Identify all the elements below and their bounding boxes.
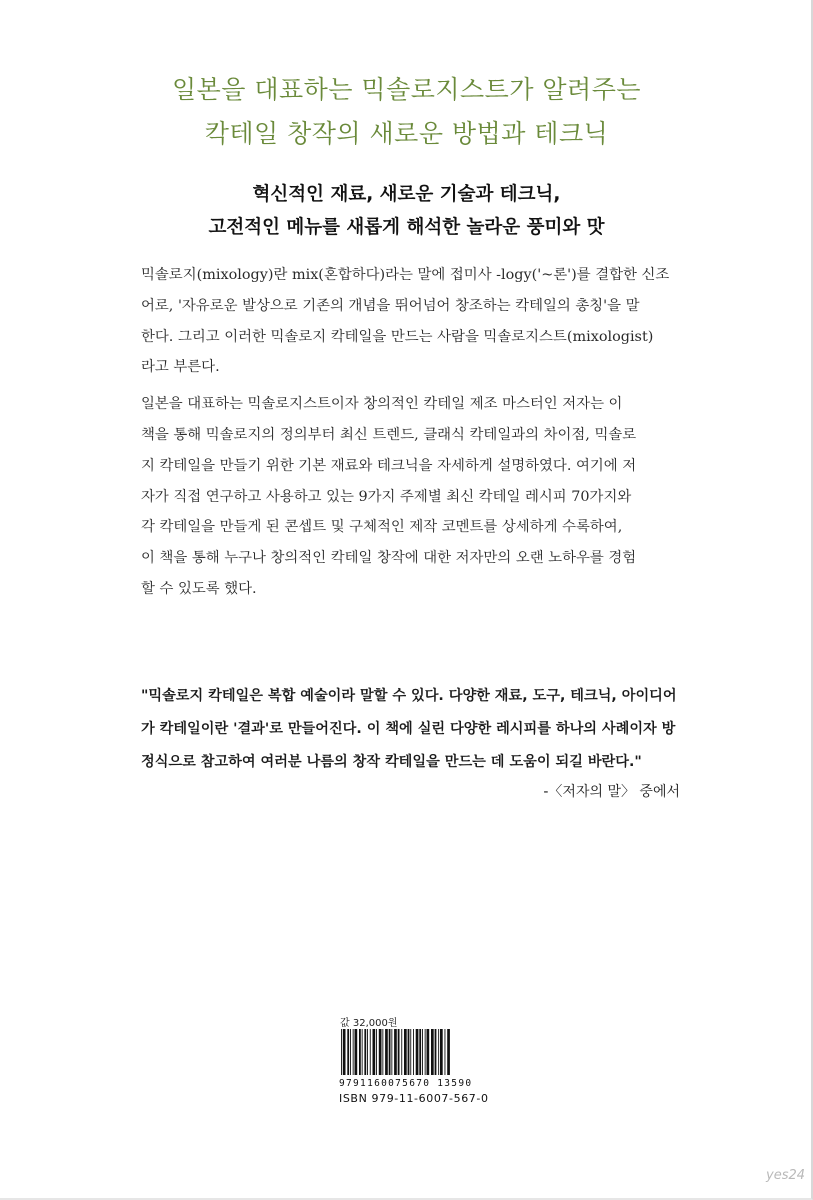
barcode-bar (382, 1029, 383, 1075)
barcode-bar (422, 1029, 423, 1075)
barcode-bar (416, 1029, 419, 1075)
barcode-bar (435, 1029, 437, 1075)
headline (0, 68, 813, 156)
barcode-bar (341, 1029, 342, 1075)
description-line: 이 책을 통해 누구나 창의적인 칵테일 창작에 대한 저자만의 오랜 노하우를 경험 (141, 550, 637, 567)
barcode-bar (438, 1029, 439, 1075)
barcode-bar (431, 1029, 434, 1075)
barcode-bar (373, 1029, 376, 1075)
barcode-bar (425, 1029, 426, 1075)
description-line: 책을 통해 믹솔로지의 정의부터 최신 트렌드, 클래식 칵테일과의 차이점, 믹솔로 (141, 426, 637, 443)
headline-line: 일본을 대표하는 믹솔로지스트가 알려주는 (171, 75, 642, 104)
barcode-bar (353, 1029, 354, 1075)
description-line: 라고 부른다. (141, 359, 220, 376)
subheadline-line: 고전적인 메뉴를 새롭게 해석한 놀라운 풍미와 맛 (208, 217, 605, 238)
headline-line: 칵테일 창작의 새로운 방법과 테크닉 (204, 119, 609, 148)
barcode-bar (447, 1029, 450, 1075)
barcode-bar (391, 1029, 392, 1075)
barcode-bar (347, 1029, 349, 1075)
barcode-bar (367, 1029, 368, 1075)
price-label: 값 32,000원 (340, 1018, 398, 1029)
quote-line: "믹솔로지 칵테일은 복합 예술이라 말할 수 있다. 다양한 재료, 도구, 테크닉, 아이디어 (141, 688, 677, 704)
description-line: 각 칵테일을 만들게 된 콘셉트 및 구체적인 제작 코멘트를 상세하게 수록하여, (141, 519, 623, 536)
barcode-bar (419, 1029, 421, 1075)
barcode-bar (370, 1029, 371, 1075)
barcode-bar (404, 1029, 407, 1075)
quote-line: 가 칵테일이란 '결과'로 만들어진다. 이 책에 실린 다양한 레시피를 하나의 사례이자 방 (141, 721, 676, 737)
barcode-bar (389, 1029, 391, 1075)
barcode-bar (359, 1029, 361, 1075)
description-line: 지 칵테일을 만들기 위한 기본 재료와 테크닉을 자세하게 설명하였다. 여기에 저 (141, 457, 637, 474)
quote-attribution: -〈저자의 말〉 중에서 (543, 784, 680, 800)
barcode-bar (394, 1029, 397, 1075)
barcode-bar (385, 1029, 388, 1075)
description-line: 일본을 대표하는 믹솔로지스트이자 창의적인 칵테일 제조 마스터인 저자는 이 (141, 396, 623, 413)
barcode-bar (343, 1029, 346, 1075)
barcode-bar (362, 1029, 363, 1075)
barcode-bar (376, 1029, 377, 1075)
description-line: 믹솔로지(mixology)란 mix(혼합하다)라는 말에 접미사 -logy('~론')를 결합한 신조 (141, 267, 670, 283)
description-line: 한다. 그리고 이러한 믹솔로지 칵테일을 만드는 사람을 믹솔로지스트(mixologist) (141, 328, 654, 345)
barcode-bar (427, 1029, 430, 1075)
subheadline-line: 혁신적인 재료, 새로운 기술과 테크닉, (252, 184, 561, 205)
description-line: 할 수 있도록 했다. (141, 580, 257, 597)
author-quote (141, 680, 686, 779)
barcode-bar (401, 1029, 402, 1075)
description-line: 자가 직접 연구하고 사용하고 있는 9가지 주제별 최신 칵테일 레시피 70가지와 (141, 488, 632, 505)
barcode-bar (379, 1029, 382, 1075)
isbn-number: ISBN 979-11-6007-567-0 (339, 1092, 489, 1105)
barcode-bar (445, 1029, 446, 1075)
barcode-bar (413, 1029, 414, 1075)
barcode-bar (440, 1029, 443, 1075)
barcode-bar (355, 1029, 358, 1075)
barcode-bar (410, 1029, 411, 1075)
watermark-logo: yes24 (766, 1168, 806, 1183)
barcode-bar (350, 1029, 351, 1075)
quote-line: 정식으로 참고하여 여러분 나름의 창작 칵테일을 만드는 데 도움이 되길 바란다." (141, 754, 642, 770)
description-line: 어로, '자유로운 발상으로 기존의 개념을 뛰어넘어 창조하는 칵테일의 총칭'을 말 (141, 297, 640, 314)
isbn-barcode (339, 1029, 479, 1075)
barcode-number: 9791160075670 13590 (339, 1078, 473, 1089)
barcode-bar (398, 1029, 400, 1075)
description-body (141, 260, 681, 605)
subheadline (0, 178, 813, 244)
barcode-bar (364, 1029, 366, 1075)
barcode-bar (408, 1029, 410, 1075)
